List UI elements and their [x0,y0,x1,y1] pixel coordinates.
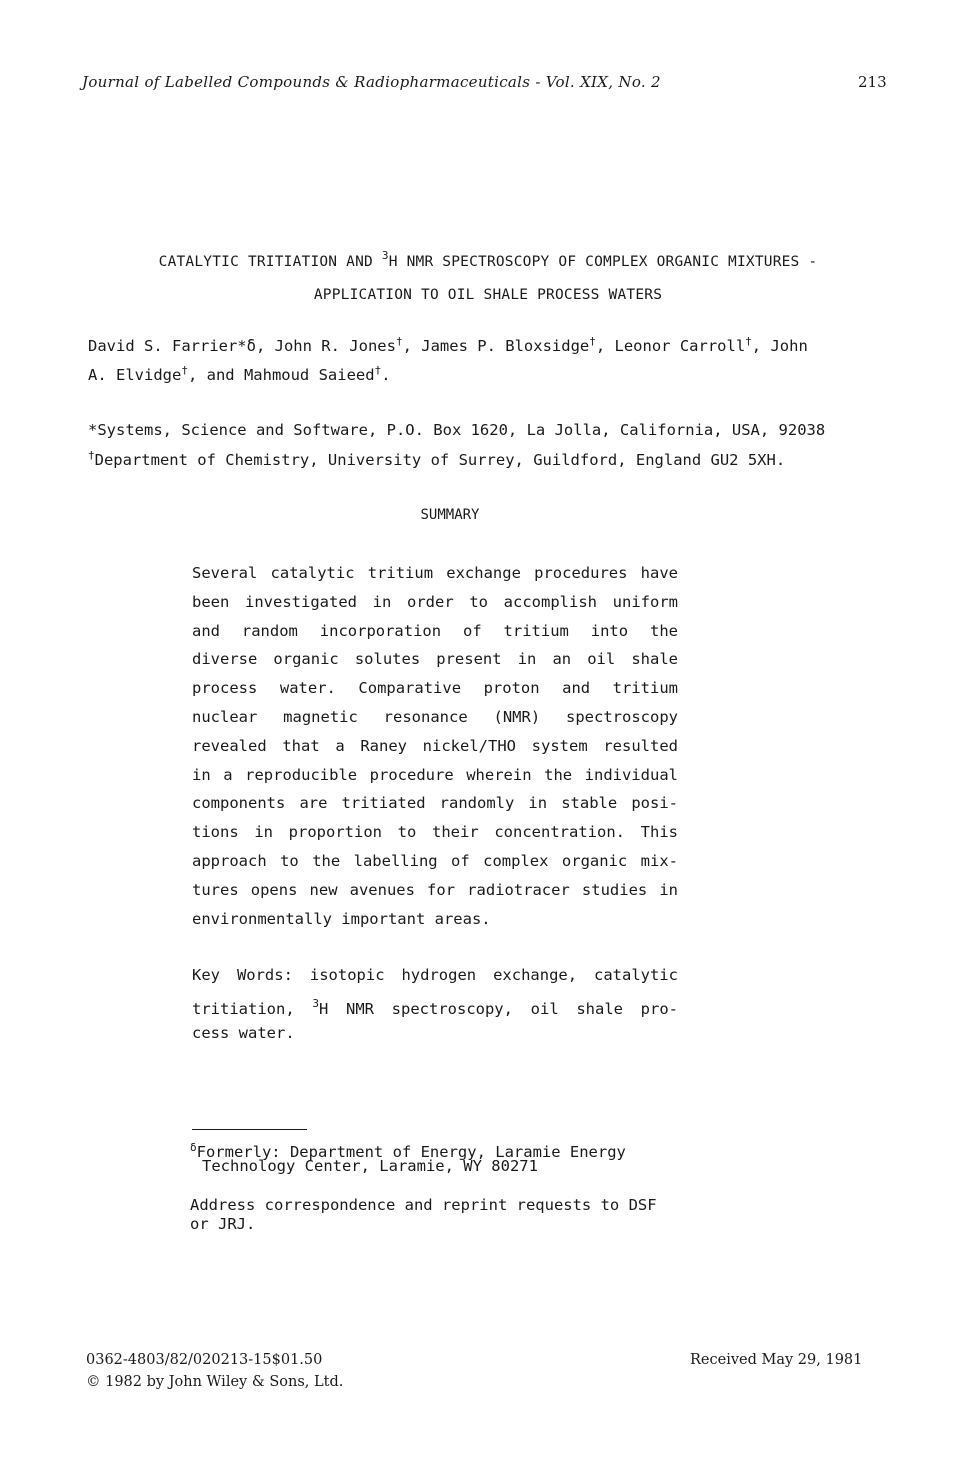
running-head: Journal of Labelled Compounds & Radiopharmaceuticals - Vol. XIX, No. 2 [82,73,661,91]
title-text: CATALYTIC TRITIATION AND [158,254,382,270]
footnote-text: Formerly: Department of Energy, Laramie Energy [196,1143,626,1161]
abstract-line: tures opens new avenues for radiotracer studies in [192,880,678,899]
keywords [192,961,678,1047]
author-mark: δ [246,337,256,355]
author-name: , John R. Jones [255,337,396,355]
footnote-2-line-1: Address correspondence and reprint requests to DSF [190,1196,657,1214]
keywords-text: tritiation, [192,999,313,1018]
author-mark: † [745,335,752,348]
author-name: , Leonor Carroll [595,337,746,355]
keywords-line: Key Words: isotopic hydrogen exchange, catalytic [192,966,678,984]
affiliation-1: *Systems, Science and Software, P.O. Box 1620, La Jolla, California, USA, 92038 [88,421,826,439]
affiliation-2 [88,449,785,469]
keywords-line: cess water. [192,1023,295,1042]
author-name: A. Elvidge [88,366,182,384]
author-name: , John [751,337,808,355]
abstract-line: and random incorporation of tritium into the [192,621,678,640]
abstract-line: in a reproducible procedure wherein the individual [192,765,678,784]
abstract-line: revealed that a Raney nickel/THO system resulted [192,736,678,755]
keywords-text: H NMR spectroscopy, oil shale pro- [318,999,679,1018]
received-date: Received May 29, 1981 [690,1352,863,1368]
author-name: , and Mahmoud Saieed [187,366,375,384]
abstract-line: approach to the labelling of complex organic mix- [192,851,678,870]
footnote-2-line-2: or JRJ. [190,1215,256,1233]
title-line-1 [0,249,976,270]
footnote-mark: δ [190,1141,197,1154]
title-text: H NMR SPECTROSCOPY OF COMPLEX ORGANIC MIXTURES - [388,254,818,270]
footnote-rule [192,1129,307,1130]
abstract-line: components are tritiated randomly in stable posi- [192,794,678,813]
keywords-line [192,990,678,1019]
copyright: © 1982 by John Wiley & Sons, Ltd. [86,1374,344,1390]
affiliation-mark: † [88,449,95,462]
abstract-line: tions in proportion to their concentration. This [192,823,678,842]
author-mark: † [395,335,403,348]
author-mark: † [374,364,382,377]
abstract-line: nuclear magnetic resonance (NMR) spectroscopy [192,707,678,726]
price-code: 0362-4803/82/020213-15$01.50 [86,1352,323,1368]
author-mark: † [589,335,596,348]
abstract-line: diverse organic solutes present in an oil shale [192,650,678,669]
authors-line-2 [88,364,391,384]
author-name: David S. Farrier* [88,337,247,355]
author-name: . [381,366,391,384]
author-mark: † [181,364,188,377]
abstract [192,559,678,933]
title-superscript: 3 [381,249,389,262]
title-line-2: APPLICATION TO OIL SHALE PROCESS WATERS [313,287,663,303]
abstract-line: environmentally important areas. [192,909,491,928]
abstract-line: process water. Comparative proton and tritium [192,679,678,698]
keywords-superscript: 3 [312,996,319,1010]
footnote-1-line-2: Technology Center, Laramie, WY 80271 [202,1157,538,1175]
authors-line-1 [88,335,808,355]
author-name: , James P. Bloxsidge [402,337,590,355]
page-number: 213 [858,73,887,91]
affiliation-text: Department of Chemistry, University of Surrey, Guildford, England GU2 5XH. [94,451,786,469]
abstract-line: been investigated in order to accomplish uniform [192,592,678,611]
summary-heading: SUMMARY [420,507,480,523]
abstract-line: Several catalytic tritium exchange procedures have [192,564,678,582]
